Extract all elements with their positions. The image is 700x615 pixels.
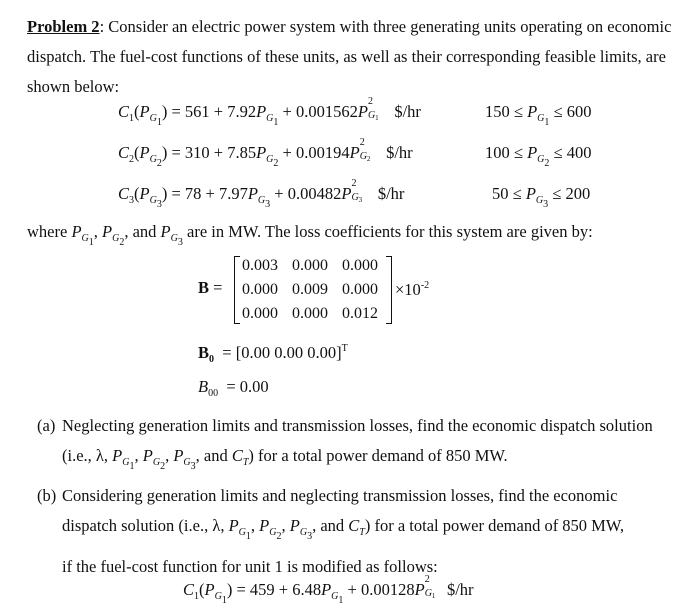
b0-vector: $B_0 = [0.00$ 0.00 0.00]$^T$ bbox=[198, 343, 348, 365]
part-b-label: (b) bbox=[37, 486, 57, 505]
limit-2: $100 \le P_{G_2} \le 400$ bbox=[485, 143, 592, 169]
problem-intro-text: : Consider an electric power system with three generating units operating on economic dispatch. The fuel-cost functions of these units, as well as their corresponding feasible limits, are shown below: bbox=[27, 17, 672, 96]
problem-intro bbox=[27, 12, 677, 102]
b-matrix-label: B = bbox=[198, 278, 223, 297]
part-a-label: (a) bbox=[37, 416, 56, 435]
b-matrix bbox=[242, 254, 392, 326]
part-b-text: Considering generation limits and neglecting transmission losses, find the economic dispatch solution (i.e., λ, $P_{G_1}$, $P_{G_2}$, $P_{G_3}$, and $C_T$) for a total power demand of 850 MW, if the fuel-cost function for unit 1 is modified as follows: bbox=[62, 486, 625, 576]
modified-equation: $C_1(P_{G_1}) = 459 + 6.48P_{G_1} + 0.00128P$ 2 $G_1$ $/hr bbox=[183, 574, 474, 606]
b-matrix-row: 0.003 0.000 0.000 bbox=[242, 257, 378, 274]
b-matrix-left-bracket bbox=[234, 256, 240, 324]
b-matrix-right-bracket bbox=[386, 256, 392, 324]
equation-3: $C_3(P_{G_3}) = 78 + 7.97P_{G_3} + 0.00482P$ 2 $G_3$ $/hr bbox=[118, 178, 405, 210]
b-matrix-scale: $\times 10^{-2}$ bbox=[395, 280, 430, 299]
problem-label: Problem 2 bbox=[27, 17, 100, 36]
part-a-text: Neglecting generation limits and transmission losses, find the economic dispatch solution (i.e., λ, $P_{G_1}$, $P_{G_2}$, $P_{G_3}$, and $C_T$) for a total power demand of 850 MW. bbox=[62, 416, 653, 472]
equation-2: $C_2(P_{G_2}) = 310 + 7.85P_{G_2} + 0.00194P$ 2 $G_2$ $/hr bbox=[118, 137, 413, 169]
limit-3: $50 \le P_{G_3} \le 200$ bbox=[492, 184, 591, 210]
where-line: where $P_{G_1}$, $P_{G_2}$, and $P_{G_3}$ are in MW. The loss coefficients for this system are given by: bbox=[27, 222, 593, 248]
b-matrix-row: 0.000 0.009 0.000 bbox=[242, 281, 378, 298]
b-matrix-row: 0.000 0.000 0.012 bbox=[242, 305, 378, 322]
b00-value: $B_{00} = 0.00$ bbox=[198, 377, 269, 399]
limit-1: $150 \le P_{G_1} \le 600$ bbox=[485, 102, 592, 128]
equation-1: $C_1(P_{G_1}) = 561 + 7.92P_{G_1} + 0.001562P$ 2 $G_1$ $/hr bbox=[118, 96, 421, 128]
